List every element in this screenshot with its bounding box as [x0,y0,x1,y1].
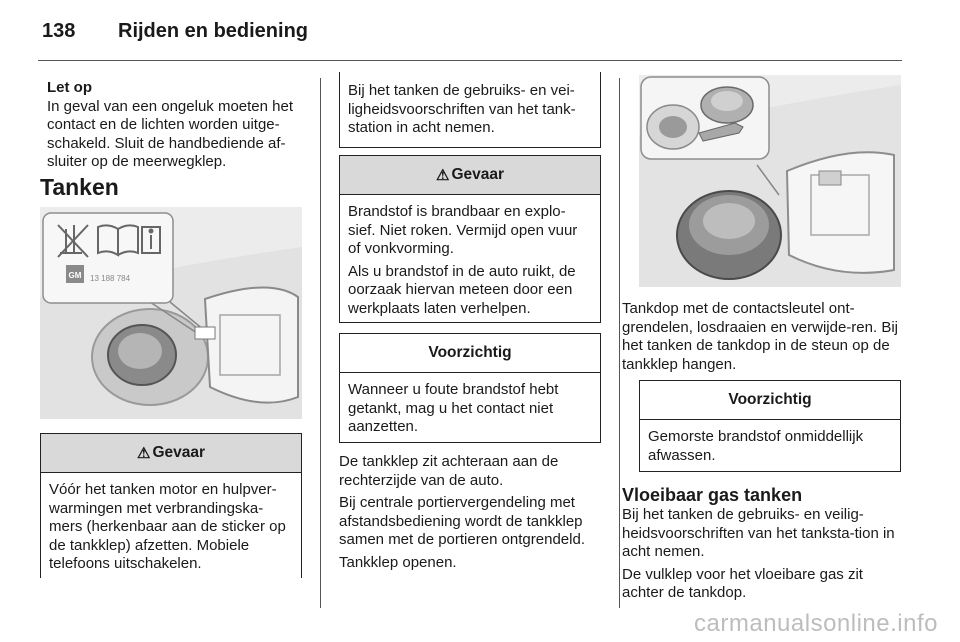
section-title-tanken: Tanken [40,174,119,200]
note-text: In geval van een ongeluk moeten het contact en de lichten worden uitge-schakeld. Sluit de handbediende af-sluiter op de meerwegklep. [47,97,294,170]
lpg-para-1: Bij het tanken de gebruiks- en veilig-heidsvoorschriften van het tanksta-tion in acht nemen. [622,506,895,560]
chapter-title: Rijden en bediening [118,20,309,42]
lpg-section [622,484,904,607]
fuel-flap-door [787,152,894,273]
danger-box-2 [339,155,601,323]
danger-box-2-header [340,156,600,195]
sticker-code: 13 188 784 [90,274,131,283]
header-rule [38,60,902,61]
caution-box-1 [339,333,601,443]
warning-icon: ⚠ [435,167,450,184]
danger-box-1-text: Vóór het tanken motor en hulpver-warmingen met verbrandingska-mers (herkenbaar aan de sticker op de tankklep) afzetten. Mobiele telefoons uitschakelen. [49,481,286,572]
caution-box-1-header: Voorzichtig [340,334,600,373]
intro-box [339,72,601,148]
caution-box-1-text: Wanneer u foute brandstof hebt getankt, mag u het contact niet aanzetten. [348,381,559,435]
caution-box-2 [639,380,901,472]
para-open-flap: Tankklep openen. [339,553,457,571]
svg-text:GM: GM [68,271,82,280]
para-central-locking: Bij centrale portiervergendeling met afstandsbediening wordt de tankklep samen met de portieren ontgrendeld. [339,494,585,548]
caution-box-2-header: Voorzichtig [640,381,900,420]
watermark: carmanualsonline.info [694,610,938,637]
danger-box-1 [40,433,302,578]
fuel-cap-caption-text: Tankdop met de contactsleutel ont-grendelen, losdraaien en verwijde-ren. Bij het tanken de tankdop in de steun op de tankklep hangen. [622,300,898,373]
column-divider-right [619,78,620,608]
danger-box-1-header [41,434,301,473]
caution-box-2-text: Gemorste brandstof onmiddellijk afwassen. [648,428,864,464]
danger-box-1-title: Gevaar [152,444,206,461]
intro-box-text: Bij het tanken de gebruiks- en vei-ligheidsvoorschriften van het tank-station in acht nemen. [348,82,576,136]
col2-paragraphs [339,453,605,576]
fuel-cap-illustration [639,75,901,287]
danger-box-2-text-2: Als u brandstof in de auto ruikt, de oorzaak hiervan meteen door een werkplaats laten verhelpen. [348,262,576,317]
lpg-title: Vloeibaar gas tanken [622,485,803,505]
note-title: Let op [47,79,92,96]
para-tankklep-location: De tankklep zit achteraan aan de rechterzijde van de auto. [339,453,559,489]
danger-box-2-title: Gevaar [451,166,505,183]
lpg-para-2: De vulklep voor het vloeibare gas zit achter de tankdop. [622,565,863,601]
note-block [47,79,309,172]
page-number: 138 [42,20,76,42]
fuel-flap-door [205,287,298,402]
column-divider-left [320,78,321,608]
warning-icon: ⚠ [136,445,151,462]
fuel-flap-illustration [40,207,302,419]
fuel-cap-caption [622,300,902,378]
danger-box-2-text-1: Brandstof is brandbaar en explo-sief. Niet roken. Vermijd open vuur of vonkvorming. [348,203,578,257]
